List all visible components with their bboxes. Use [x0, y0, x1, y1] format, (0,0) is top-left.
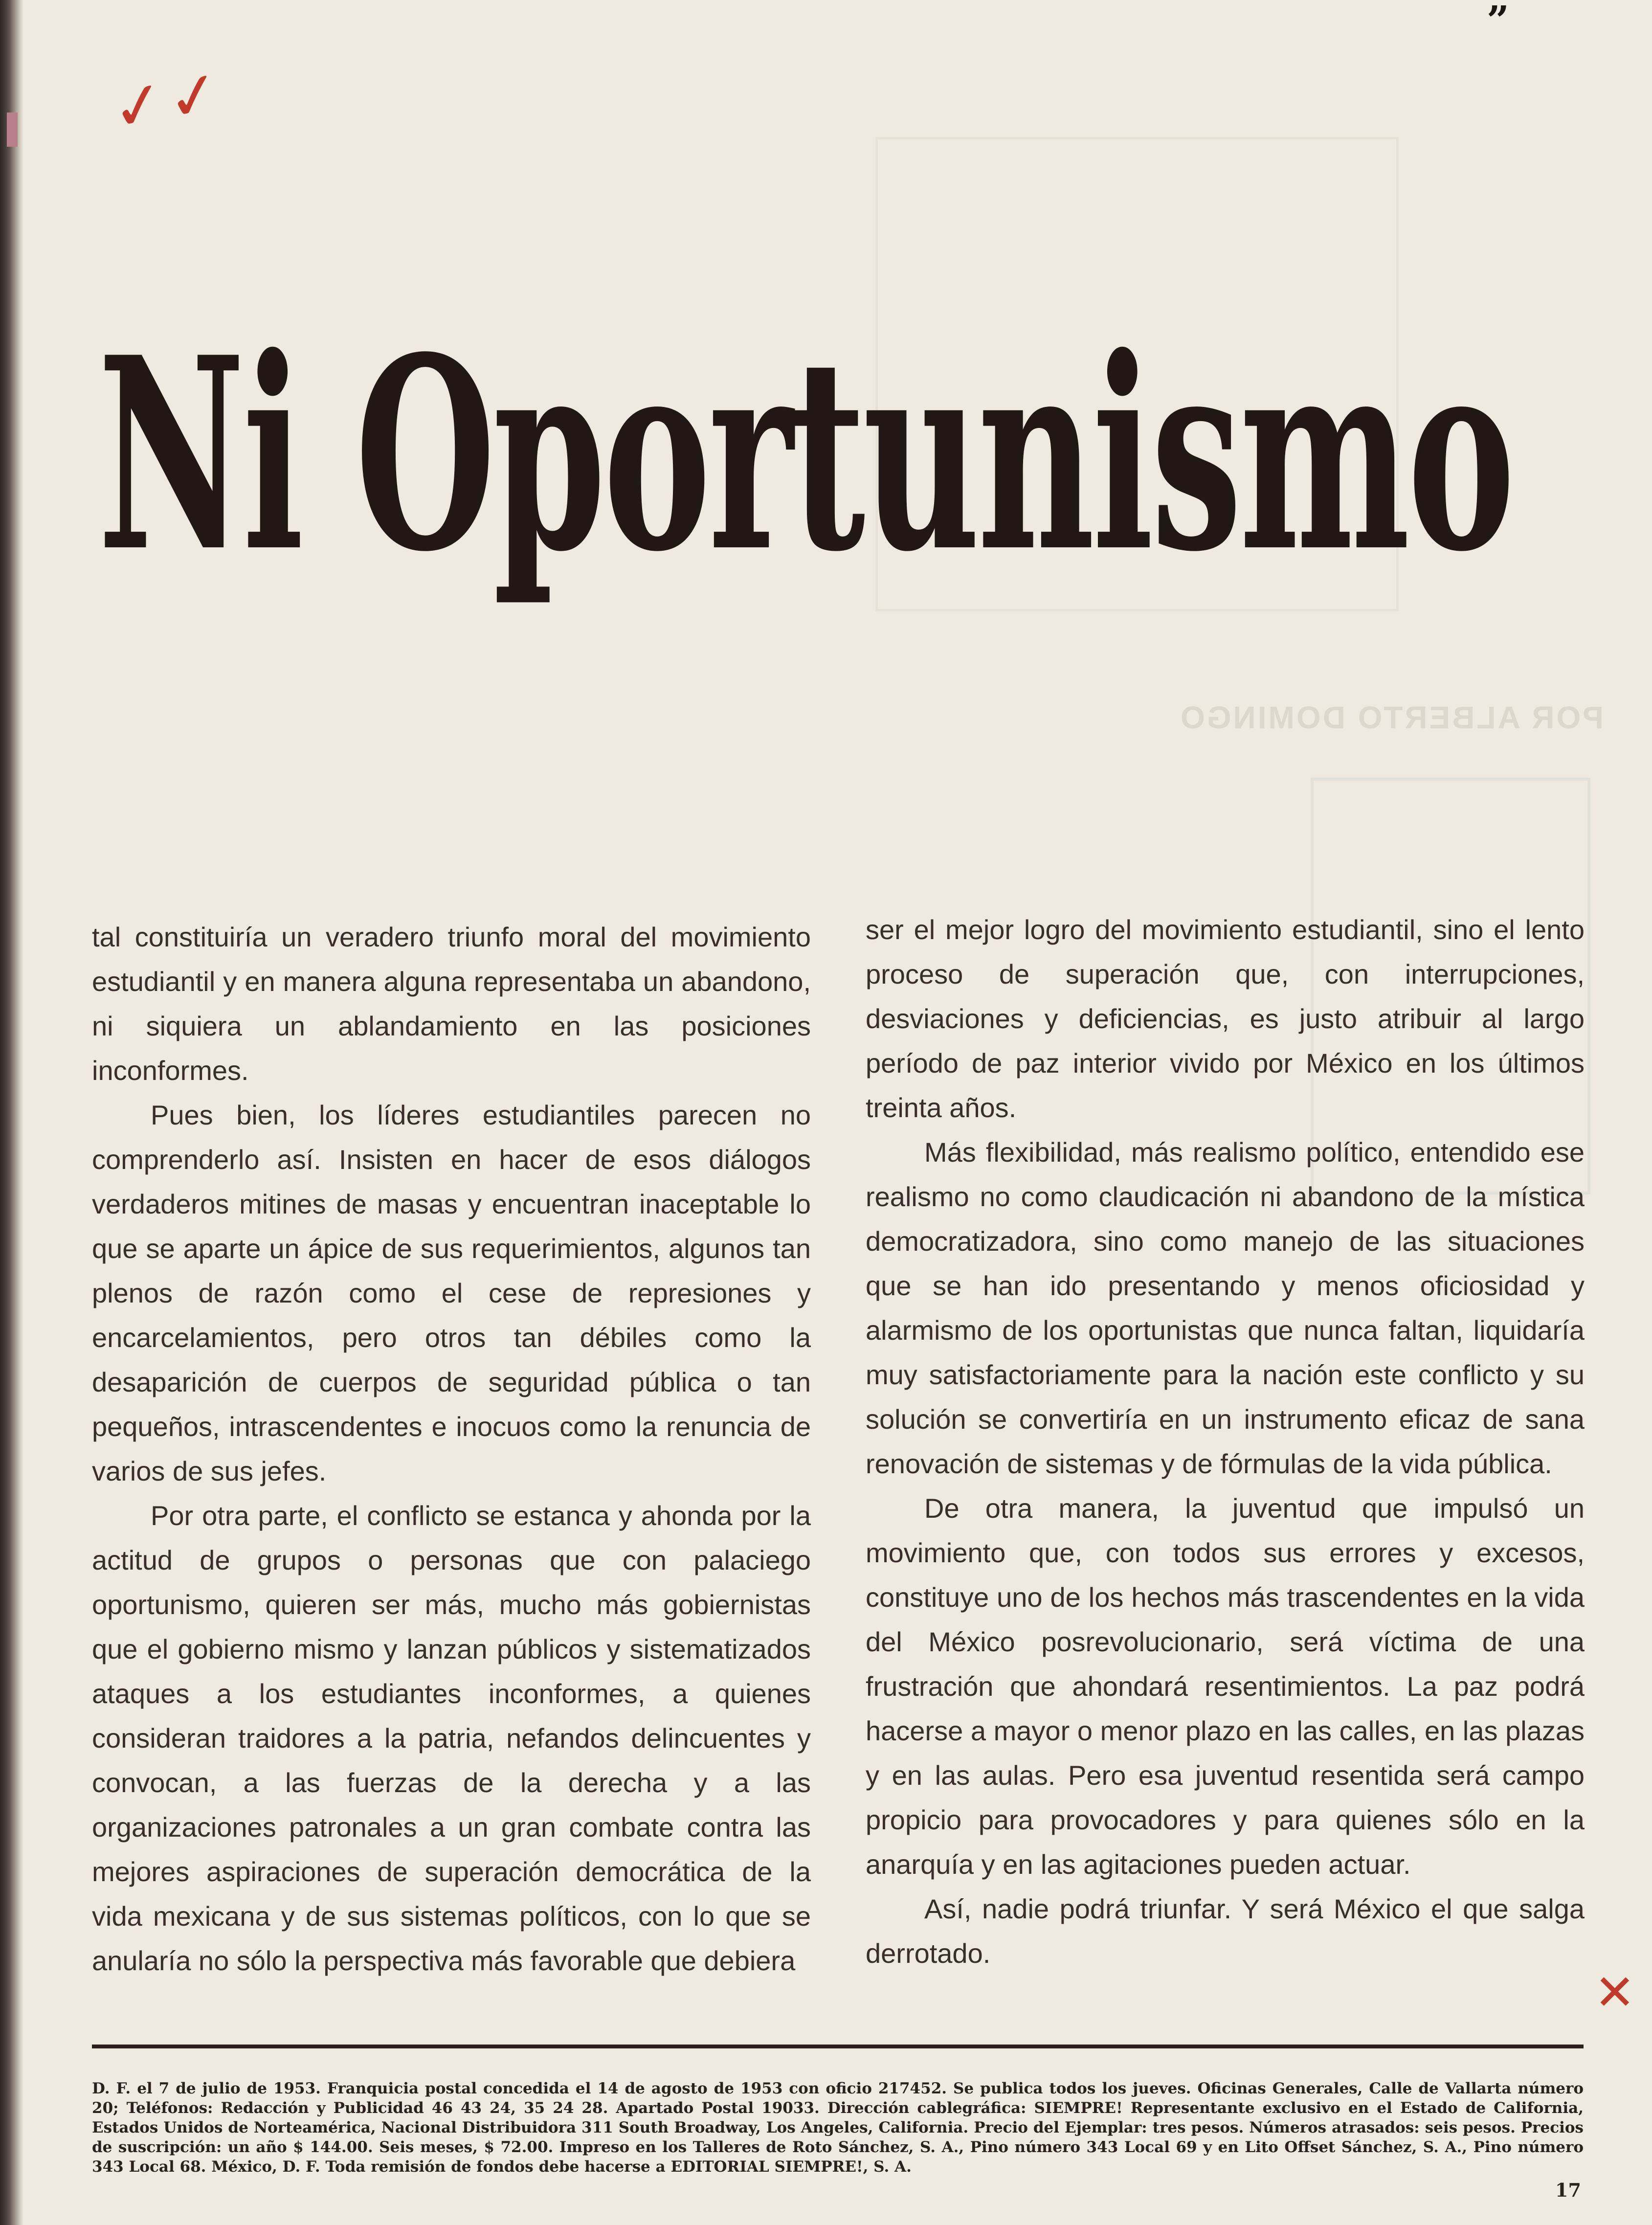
article-column-left	[92, 915, 811, 2035]
show-through-byline: POR ALBERTO DOMINGO	[1179, 700, 1604, 735]
publication-imprint: D. F. el 7 de julio de 1953. Franquicia postal concedida el 14 de agosto de 1953 con oficio 217452. Se publica todos los jueves. Oficinas Generales, Calle de Vallarta número 20; Teléfonos: Redacción y Publicidad 46 43 24, 35 24 28. Apartado Postal 19033. Dirección cablegráfica: SIEMPRE! Representante exclusivo en el Estado de California, Estados Unidos de Norteamérica, Nacional Distribuidora 311 South Broadway, Los Angeles, California. Precio del Ejemplar: tres pesos. Números atrasados: seis pesos. Precios de suscripción: un año $ 144.00. Seis meses, $ 72.00. Impreso en los Talleres de Roto Sánchez, S. A., Pino número 343 Local 69 y en Lito Offset Sánchez, S. A., Pino número 343 Local 68. México, D. F. Toda remisión de fondos debe hacerse a EDITORIAL SIEMPRE!, S. A.	[92, 2080, 1584, 2176]
article-column-right	[866, 907, 1585, 2027]
article-headline: Ni Oportunismo	[98, 300, 1513, 610]
paragraph: Más flexibilidad, más realismo político, entendido ese realismo no como claudicación ni abandono de la mística democratizadora, sino como manejo de las situaciones que se han ido presentando y menos oficiosidad y alarmismo de los oportunistas que nunca faltan, liquidaría muy satisfactoriamente para la nación este conflicto y su solución se convertiría en un instrumento eficaz de sana renovación de sistemas y de fórmulas de la vida pública.	[866, 1137, 1585, 1479]
binding-edge	[0, 0, 23, 2225]
pen-x-annotation: ✕	[1594, 1964, 1635, 2021]
paragraph: Pues bien, los líderes estudiantiles parecen no comprenderlo así. Insisten en hacer de esos diálogos verdaderos mitines de masas y encuentran inaceptable lo que se aparte un ápice de sus requerimientos, algunos tan plenos de razón como el cese de represiones y encarcelamientos, pero otros tan débiles como la desaparición de cuerpos de seguridad pública o tan pequeños, intrascendentes e inocuos como la renuncia de varios de sus jefes.	[92, 1100, 811, 1486]
paragraph: Por otra parte, el conflicto se estanca y ahonda por la actitud de grupos o personas que con palaciego oportunismo, quieren ser más, mucho más gobiernistas que el gobierno mismo y lanzan públicos y sistematizados ataques a los estudiantes inconformes, a quienes consideran traidores a la patria, nefandos delincuentes y convocan, a las fuerzas de la derecha y a las organizaciones patronales a un gran combate contra las mejores aspiraciones de superación democrática de la vida mexicana y de sus sistemas políticos, con lo que se anularía no sólo la perspectiva más favorable que debiera	[92, 1500, 811, 1976]
footer-divider	[92, 2045, 1584, 2048]
paragraph: De otra manera, la juventud que impulsó un movimiento que, con todos sus errores y excesos, constituye uno de los hechos más trascendentes en la vida del México posrevolucionario, será víctima de una frustración que ahondará resentimientos. La paz podrá hacerse a mayor o menor plazo en las calles, en las plazas y en las aulas. Pero esa juventud resentida será campo propicio para provocadores y para quienes sólo en la anarquía y en las agitaciones pueden actuar.	[866, 1493, 1585, 1880]
binding-tab	[7, 112, 18, 147]
paragraph: tal constituiría un veradero triunfo moral del movimiento estudiantil y en manera alguna representaba un abandono, ni siquiera un ablandamiento en las posiciones inconformes.	[92, 921, 811, 1086]
closing-quote-mark: ”	[1487, 0, 1510, 43]
paragraph: Así, nadie podrá triunfar. Y será México el que salga derrotado.	[866, 1893, 1585, 1969]
paragraph: ser el mejor logro del movimiento estudiantil, sino el lento proceso de superación que, con interrupciones, desviaciones y deficiencias, es justo atribuir al largo período de paz interior vivido por México en los últimos treinta años.	[866, 914, 1585, 1123]
page-number: 17	[1555, 2179, 1581, 2201]
pen-checkmark-annotation: ✓✓	[106, 54, 230, 147]
